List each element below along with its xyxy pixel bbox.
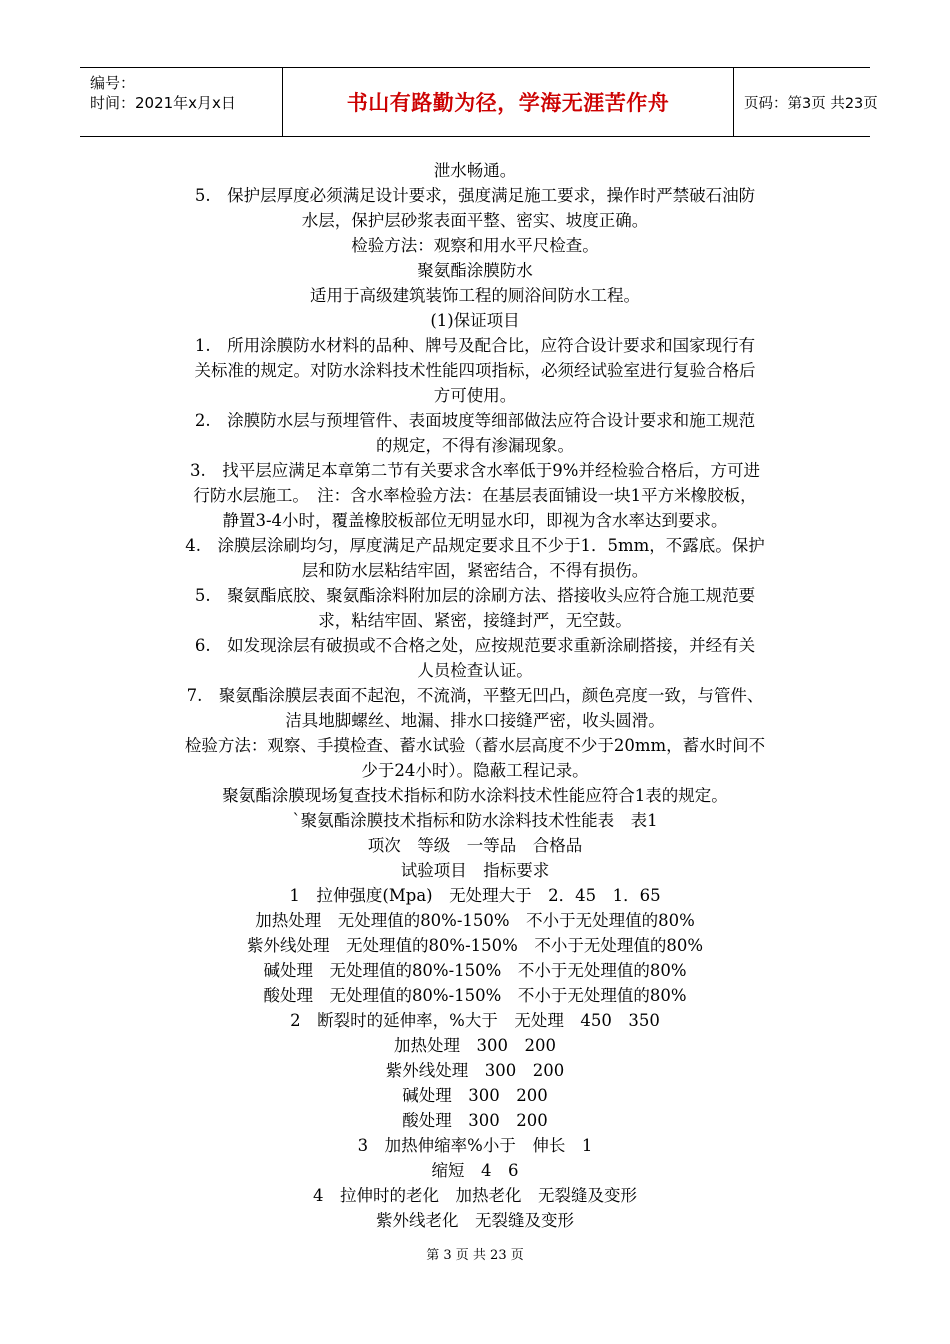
text-line: 5. 聚氨酯底胶、聚氨酯涂料附加层的涂刷方法、搭接收头应符合施工规范要 — [194, 586, 756, 605]
text-line: 加热处理 无处理值的80%-150% 不小于无处理值的80% — [255, 911, 695, 930]
text-line: 泄水畅通。 — [433, 161, 517, 180]
text-line: 碱处理 无处理值的80%-150% 不小于无处理值的80% — [263, 961, 687, 980]
text-line: 紫外线处理 300 200 — [385, 1061, 565, 1080]
text-line: 方可使用。 — [433, 386, 517, 405]
header-page-info: 页码：第3页 共23页 — [744, 95, 878, 112]
text-line: 紫外线处理 无处理值的80%-150% 不小于无处理值的80% — [246, 936, 704, 955]
text-line: 层和防水层粘结牢固，紧密结合，不得有损伤。 — [301, 561, 649, 580]
text-line: 5. 保护层厚度必须满足设计要求，强度满足施工要求，操作时严禁破石油防 — [194, 186, 756, 205]
text-line: 3 加热伸缩率%小于 伸长 1 — [357, 1136, 593, 1155]
text-line: 检验方法：观察、手摸检查、蓄水试验（蓄水层高度不少于20mm，蓄水时间不 — [184, 736, 766, 755]
text-line: 洁具地脚螺丝、地漏、排水口接缝严密，收头圆滑。 — [285, 711, 665, 730]
text-line: 紫外线老化 无裂缝及变形 — [376, 1211, 574, 1230]
text-line: 项次 等级 一等品 合格品 — [367, 836, 583, 855]
text-line: 试验项目 指标要求 — [400, 861, 550, 880]
text-line: 聚氨酯涂膜现场复查技术指标和防水涂料技术性能应符合1表的规定。 — [222, 786, 728, 805]
text-line: 碱处理 300 200 — [402, 1086, 548, 1105]
text-line: 1. 所用涂膜防水材料的品种、牌号及配合比，应符合设计要求和国家现行有 — [194, 336, 756, 355]
text-line: 检验方法：观察和用水平尺检查。 — [351, 236, 599, 255]
text-line: 关标准的规定。对防水涂料技术性能四项指标，必须经试验室进行复验合格后 — [194, 361, 756, 380]
page-header — [80, 67, 878, 137]
header-motto-cell — [282, 68, 734, 136]
text-line: 聚氨酯涂膜防水 — [417, 261, 533, 280]
text-line: 4 拉伸时的老化 加热老化 无裂缝及变形 — [313, 1186, 637, 1205]
text-line: 的规定，不得有渗漏现象。 — [376, 436, 574, 455]
text-line: 静置3-4小时，覆盖橡胶板部位无明显水印，即视为含水率达到要求。 — [222, 511, 728, 530]
document-date: 时间：2021年x月x日 — [90, 94, 236, 112]
text-line: 少于24小时）。隐蔽工程记录。 — [361, 761, 589, 780]
text-line: 水层，保护层砂浆表面平整、密实、坡度正确。 — [301, 211, 649, 230]
page-footer: 第 3 页 共 23 页 — [426, 1248, 524, 1263]
document-body — [140, 158, 810, 1233]
text-line: 求，粘结牢固、紧密，接缝封严，无空鼓。 — [318, 611, 632, 630]
header-meta — [80, 68, 282, 136]
text-line: `聚氨酯涂膜技术指标和防水涂料技术性能表 表1 — [292, 811, 658, 830]
document-number: 编号： — [90, 74, 136, 92]
text-line: 1 拉伸强度(Mpa) 无处理大于 2．45 1．65 — [289, 886, 661, 905]
text-line: 2. 涂膜防水层与预埋管件、表面坡度等细部做法应符合设计要求和施工规范 — [194, 411, 756, 430]
text-line: 适用于高级建筑装饰工程的厕浴间防水工程。 — [310, 286, 640, 305]
text-line: 7. 聚氨酯涂膜层表面不起泡，不流淌，平整无凹凸，颜色亮度一致，与管件、 — [186, 686, 764, 705]
header-page-cell — [734, 68, 878, 136]
text-line: 酸处理 无处理值的80%-150% 不小于无处理值的80% — [263, 986, 687, 1005]
motto: 书山有路勤为径，学海无涯苦作舟 — [346, 91, 670, 115]
text-line: 2 断裂时的延伸率，%大于 无处理 450 350 — [290, 1011, 660, 1030]
text-line: 人员检查认证。 — [417, 661, 533, 680]
text-line: 4. 涂膜层涂刷均匀，厚度满足产品规定要求且不少于1．5mm，不露底。保护 — [185, 536, 765, 555]
text-line: 缩短 4 6 — [431, 1161, 519, 1180]
text-line: 行防水层施工。 注：含水率检验方法：在基层表面铺设一块1平方米橡胶板， — [193, 486, 757, 505]
text-line: 6. 如发现涂层有破损或不合格之处，应按规范要求重新涂刷搭接，并经有关 — [194, 636, 756, 655]
text-line: (1)保证项目 — [430, 311, 520, 330]
text-line: 酸处理 300 200 — [402, 1111, 548, 1130]
text-line: 3. 找平层应满足本章第二节有关要求含水率低于9%并经检验合格后，方可进 — [190, 461, 760, 480]
text-line: 加热处理 300 200 — [394, 1036, 556, 1055]
